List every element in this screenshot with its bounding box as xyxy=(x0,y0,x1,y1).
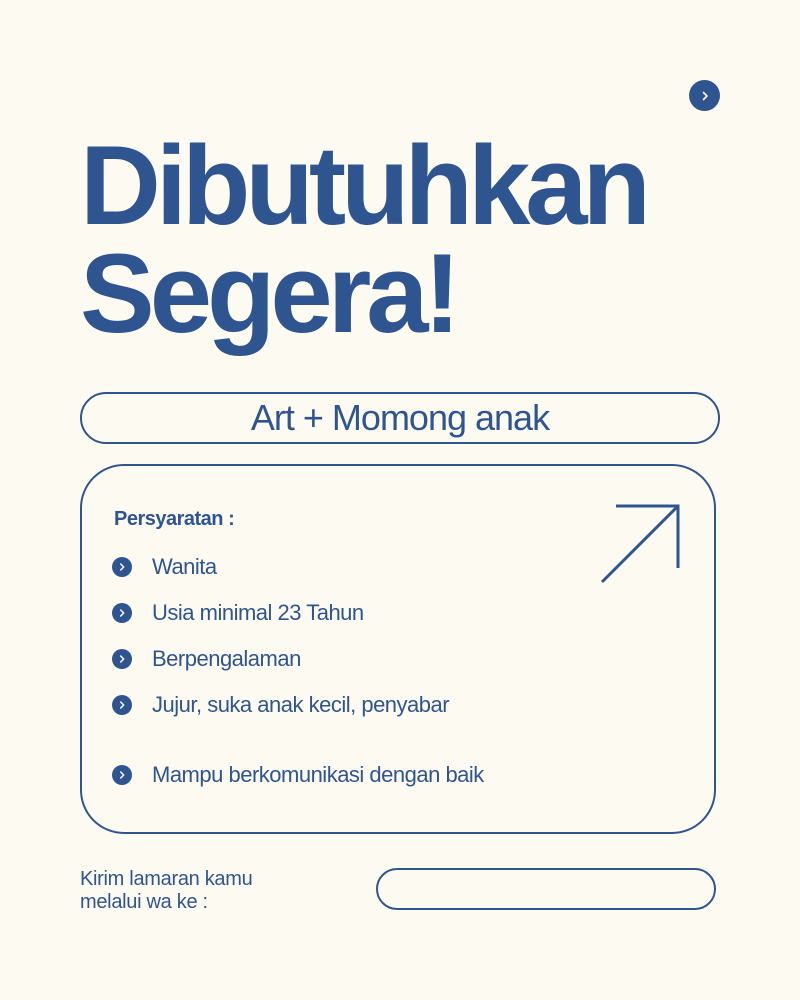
chevron-right-icon xyxy=(699,90,711,102)
contact-instructions xyxy=(80,868,252,914)
requirement-item xyxy=(112,646,301,672)
requirement-text: Wanita xyxy=(152,554,217,579)
chevron-right-icon xyxy=(112,603,132,623)
job-role-pill: Art + Momong anak xyxy=(80,392,720,444)
headline-line-1: Dibutuhkan xyxy=(80,123,646,248)
requirement-item xyxy=(112,692,449,718)
next-button[interactable] xyxy=(689,80,720,111)
chevron-right-icon xyxy=(112,649,132,669)
chevron-right-icon xyxy=(112,695,132,715)
headline xyxy=(80,123,646,356)
requirement-text: Mampu berkomunikasi dengan baik xyxy=(152,762,484,787)
requirements-title: Persyaratan : xyxy=(114,508,235,530)
whatsapp-number-field xyxy=(376,868,716,910)
chevron-right-icon xyxy=(112,557,132,577)
requirement-item xyxy=(112,762,484,788)
contact-line-2: melalui wa ke : xyxy=(80,891,208,913)
requirement-text: Usia minimal 23 Tahun xyxy=(152,600,364,625)
requirements-card xyxy=(80,464,716,834)
headline-line-2: Segera! xyxy=(80,231,456,356)
contact-line-1: Kirim lamaran kamu xyxy=(80,868,253,890)
requirement-text: Berpengalaman xyxy=(152,646,301,671)
requirement-text: Jujur, suka anak kecil, penyabar xyxy=(152,692,450,717)
requirement-item xyxy=(112,600,364,626)
chevron-right-icon xyxy=(112,765,132,785)
arrow-up-right-icon xyxy=(598,502,682,586)
requirement-item xyxy=(112,554,217,580)
